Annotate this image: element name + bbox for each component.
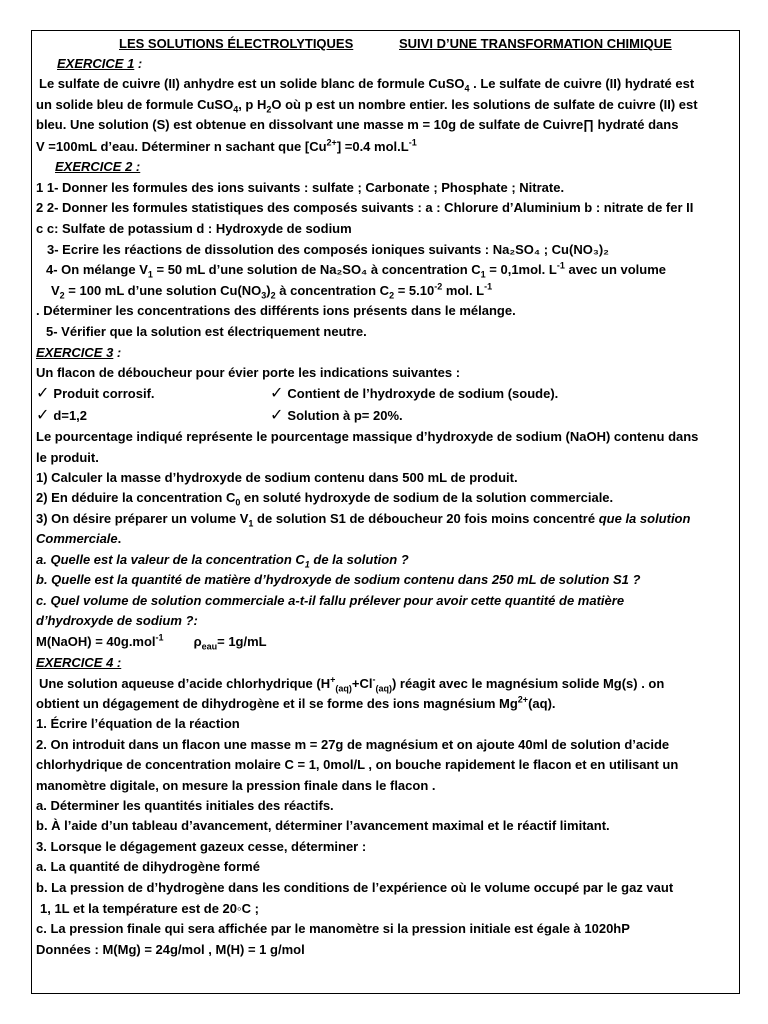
exercise-4-line-3: 1. Écrire l’équation de la réaction <box>36 716 240 731</box>
exercise-1-line-2: un solide bleu de formule CuSO$_4$, p $H_2O$ où p est un nombre entier. les solutions de sulfate de cuivre (II) est <box>36 97 698 115</box>
exercise-3-line-6: 3) On désire préparer un volume $V_1$ de solution S1 de déboucheur 20 fois moins concentré que la solution <box>36 511 691 529</box>
exercise-2-line-1: 1 1- Donner les formules des ions suivants : sulfate ; Carbonate ; Phosphate ; Nitrate. <box>36 180 565 195</box>
exercise-2-title: EXERCICE 2 : <box>55 159 141 174</box>
exercise-3-question-b: b. Quelle est la quantité de matière d’hydroxyde de sodium contenu dans 250 mL de solution S1 ? <box>36 572 641 587</box>
exercise-3-check-1: ✓ Produit corrosif. <box>36 385 155 402</box>
exercise-3-check-3: ✓ d=1,2 <box>36 407 88 424</box>
exercise-2-line-8: 5- Vérifier que la solution est électriquement neutre. <box>46 324 367 339</box>
exercise-3-line-3: le produit. <box>36 450 99 465</box>
exercise-4-line-11: b. La pression de d’hydrogène dans les conditions de l’expérience où le volume occupé par le gaz vaut <box>36 880 674 895</box>
exercise-1-line-4: V =100mL d’eau. Déterminer n sachant que $[Cu^{2+}] =0.4$ $mol.L^{-1}$ <box>36 137 417 154</box>
exercise-3-title: EXERCICE 3 : <box>36 345 122 360</box>
exercise-2-line-5: 4- On mélange $V_1 = 50$ mL d’une solution de Na₂SO₄ à concentration $C_1 = 0,1mol$. $L^{-1}$ avec un volume <box>46 260 667 280</box>
exercise-3-line-7: Commerciale. <box>36 531 122 546</box>
checkmark-icon: ✓ <box>270 385 284 402</box>
exercise-2-line-6: $V_2 = 100$ mL d’une solution $Cu(NO_3)_2$ à concentration $C_2 = 5.10^{-2}$ mol. $L^{-1}$ <box>51 281 493 301</box>
exercise-2-line-7: . Déterminer les concentrations des différents ions présents dans le mélange. <box>36 303 516 318</box>
checkmark-icon: ✓ <box>36 407 50 424</box>
exercise-4-line-13: c. La pression finale qui sera affichée par le manomètre si la pression initiale est égale à 1020hP <box>36 921 630 936</box>
exercise-3-check-2: ✓ Contient de l’hydroxyde de sodium (soude). <box>270 385 559 402</box>
exercise-2-line-4: 3- Ecrire les réactions de dissolution des composés ioniques suivants : Na₂SO₄ ; Cu(NO₃)₂ <box>47 242 609 257</box>
exercise-4-line-12: 1, 1L et la température est de 20◦C ; <box>40 901 259 916</box>
exercise-4-line-1: Une solution aqueuse d’acide chlorhydrique $(H^+_{(aq)}+Cl^-_{(aq)})$ réagit avec le magnésium solide Mg(s) . on <box>39 674 665 694</box>
exercise-3-question-c: c. Quel volume de solution commerciale a-t-il fallu prélever pour avoir cette quantité de matière <box>36 593 625 608</box>
exercise-3-question-a: a. Quelle est la valeur de la concentration $C_1$ de la solution ? <box>36 552 409 570</box>
exercise-1-line-3: bleu. Une solution (S) est obtenue en dissolvant une masse m = 10g de sulfate de Cuivre∏ hydraté dans <box>36 117 679 132</box>
exercise-3-line-4: 1) Calculer la masse d’hydroxyde de sodium contenu dans 500 mL de produit. <box>36 470 518 485</box>
header-right-title: SUIVI D’UNE TRANSFORMATION CHIMIQUE <box>399 36 672 51</box>
exercise-1-title: EXERCICE 1 : <box>57 56 143 71</box>
exercise-4-line-9: 3. Lorsque le dégagement gazeux cesse, déterminer : <box>36 839 367 854</box>
exercise-4-data: Données : M(Mg) = 24g/mol , M(H) = 1 g/mol <box>36 942 305 957</box>
exercise-4-line-7: a. Déterminer les quantités initiales des réactifs. <box>36 798 334 813</box>
exercise-3-question-c-cont: d’hydroxyde de sodium ?: <box>36 613 198 628</box>
exercise-4-line-2: obtient un dégagement de dihydrogène et il se forme des ions magnésium $Mg^{2+}(aq)$. <box>36 694 556 711</box>
exercise-4-line-4: 2. On introduit dans un flacon une masse m = 27g de magnésium et on ajoute 40ml de solution d’acide <box>36 737 670 752</box>
exercise-3-line-5: 2) En déduire la concentration $C_0$ en soluté hydroxyde de sodium de la solution commerciale. <box>36 490 614 508</box>
exercise-2-line-2: 2 2- Donner les formules statistiques des composés suivants : a : Chlorure d’Aluminium b : nitrate de fer II <box>36 200 694 215</box>
exercise-3-line-1: Un flacon de déboucheur pour évier porte les indications suivantes : <box>36 365 461 380</box>
exercise-4-title: EXERCICE 4 : <box>36 655 122 670</box>
exercise-4-line-10: a. La quantité de dihydrogène formé <box>36 859 260 874</box>
header-left-title: LES SOLUTIONS ÉLECTROLYTIQUES <box>119 36 354 51</box>
exercise-2-line-3: c c: Sulfate de potassium d : Hydroxyde de sodium <box>36 221 352 236</box>
exercise-3-line-2: Le pourcentage indiqué représente le pourcentage massique d’hydroxyde de sodium (NaOH) contenu dans <box>36 429 699 444</box>
exercise-4-line-6: manomètre digitale, on mesure la pression finale dans le flacon . <box>36 778 436 793</box>
exercise-1-line-1: Le sulfate de cuivre (II) anhydre est un solide blanc de formule CuSO$_4$ . Le sulfate de cuivre (II) hydraté est <box>39 76 695 94</box>
checkmark-icon: ✓ <box>270 407 284 424</box>
checkmark-icon: ✓ <box>36 385 50 402</box>
exercise-4-line-5: chlorhydrique de concentration molaire C = 1, 0mol/L , on bouche rapidement le flacon et en utilisant un <box>36 757 679 772</box>
exercise-3-data: M(NaOH) = 40g.mol$^{-1}$ $\rho_{eau}= 1g/mL$ <box>36 632 267 652</box>
exercise-3-check-4: ✓ Solution à p= 20%. <box>270 407 403 424</box>
exercise-4-line-8: b. À l’aide d’un tableau d’avancement, déterminer l’avancement maximal et le réactif limitant. <box>36 818 610 833</box>
